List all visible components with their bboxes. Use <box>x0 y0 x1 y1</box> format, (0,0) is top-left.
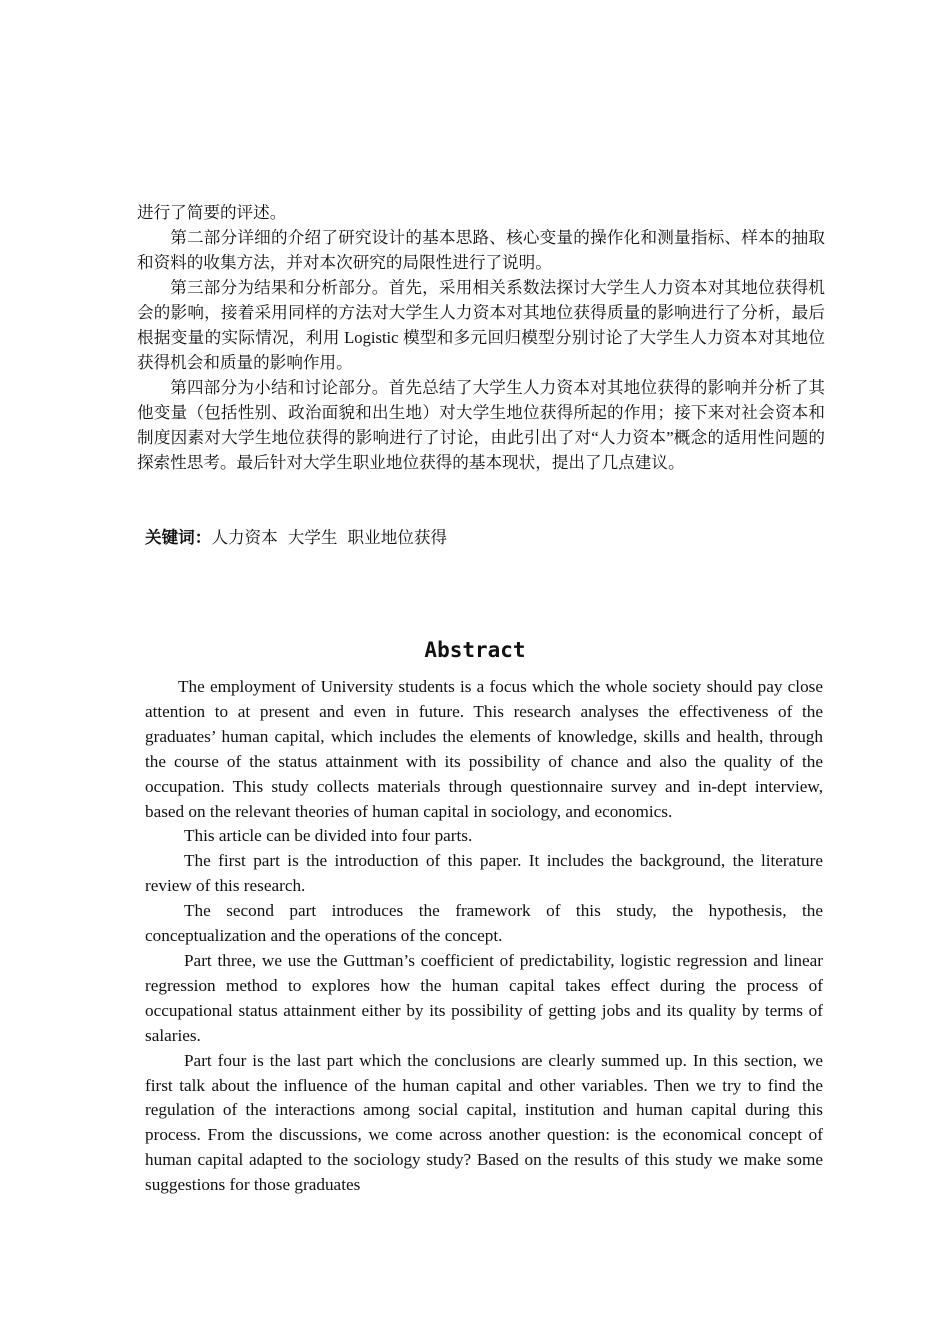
abstract-paragraph-structure: This article can be divided into four parts. <box>184 826 473 846</box>
abstract-paragraph-intro: The employment of University students is a focus which the whole society should pay close attention to at present and even in future. This research analyses the effectiveness of the graduates’ human capital, which includes the elements of knowledge, skills and health, through the course of the status attainment with its possibility of chance and also the quality of the occupation. This study collects materials through questionnaire survey and in-dept interview, based on the relevant theories of human capital in sociology, and economics. <box>145 677 823 821</box>
abstract-heading: Abstract <box>424 638 526 662</box>
chinese-paragraph-part-four: 第四部分为小结和讨论部分。首先总结了大学生人力资本对其地位获得的影响并分析了其他变量（包括性别、政治面貌和出生地）对大学生地位获得所起的作用；接下来对社会资本和制度因素对大学生地位获得的影响进行了讨论，由此引出了对“人力资本”概念的适用性问题的探索性思考。最后针对大学生职业地位获得的基本现状，提出了几点建议。 <box>137 378 825 472</box>
chinese-paragraph-continuation: 进行了简要的评述。 <box>137 203 287 222</box>
abstract-paragraph-part-four: Part four is the last part which the conclusions are clearly summed up. In this section, we first talk about the influence of the human capital and other variables. Then we try to find the regulation of the interactions among social capital, institution and human capital during this process. From the discussions, we come across another question: is the economical concept of human capital adapted to the sociology study? Based on the results of this study we make some suggestions for those graduates <box>145 1050 823 1195</box>
keyword-term: 职业地位获得 <box>347 528 448 547</box>
english-abstract-body <box>145 675 823 1198</box>
abstract-paragraph-part-three: Part three, we use the Guttman’s coefficient of predictability, logistic regression and linear regression method to explores how the human capital takes effect during the process of occupational status attainment either by its possibility of getting jobs and its quality by terms of salaries. <box>145 950 823 1045</box>
keyword-term: 大学生 <box>287 528 338 547</box>
keyword-term: 人力资本 <box>211 528 278 547</box>
chinese-abstract-body <box>137 200 825 475</box>
keywords-label: 关键词： <box>145 528 212 547</box>
keywords-line <box>145 525 457 550</box>
abstract-paragraph-part-one: The first part is the introduction of this paper. It includes the background, the literature review of this research. <box>145 851 823 896</box>
abstract-paragraph-part-two: The second part introduces the framework of this study, the hypothesis, the conceptualization and the operations of the concept. <box>145 901 823 946</box>
chinese-paragraph-part-two: 第二部分详细的介绍了研究设计的基本思路、核心变量的操作化和测量指标、样本的抽取和资料的收集方法，并对本次研究的局限性进行了说明。 <box>137 228 825 272</box>
chinese-paragraph-part-three: 第三部分为结果和分析部分。首先，采用相关系数法探讨大学生人力资本对其地位获得机会的影响，接着采用同样的方法对大学生人力资本对其地位获得质量的影响进行了分析，最后根据变量的实际情况，利用 Logistic 模型和多元回归模型分别讨论了大学生人力资本对其地位获得机会和质量的影响作用。 <box>137 278 825 372</box>
